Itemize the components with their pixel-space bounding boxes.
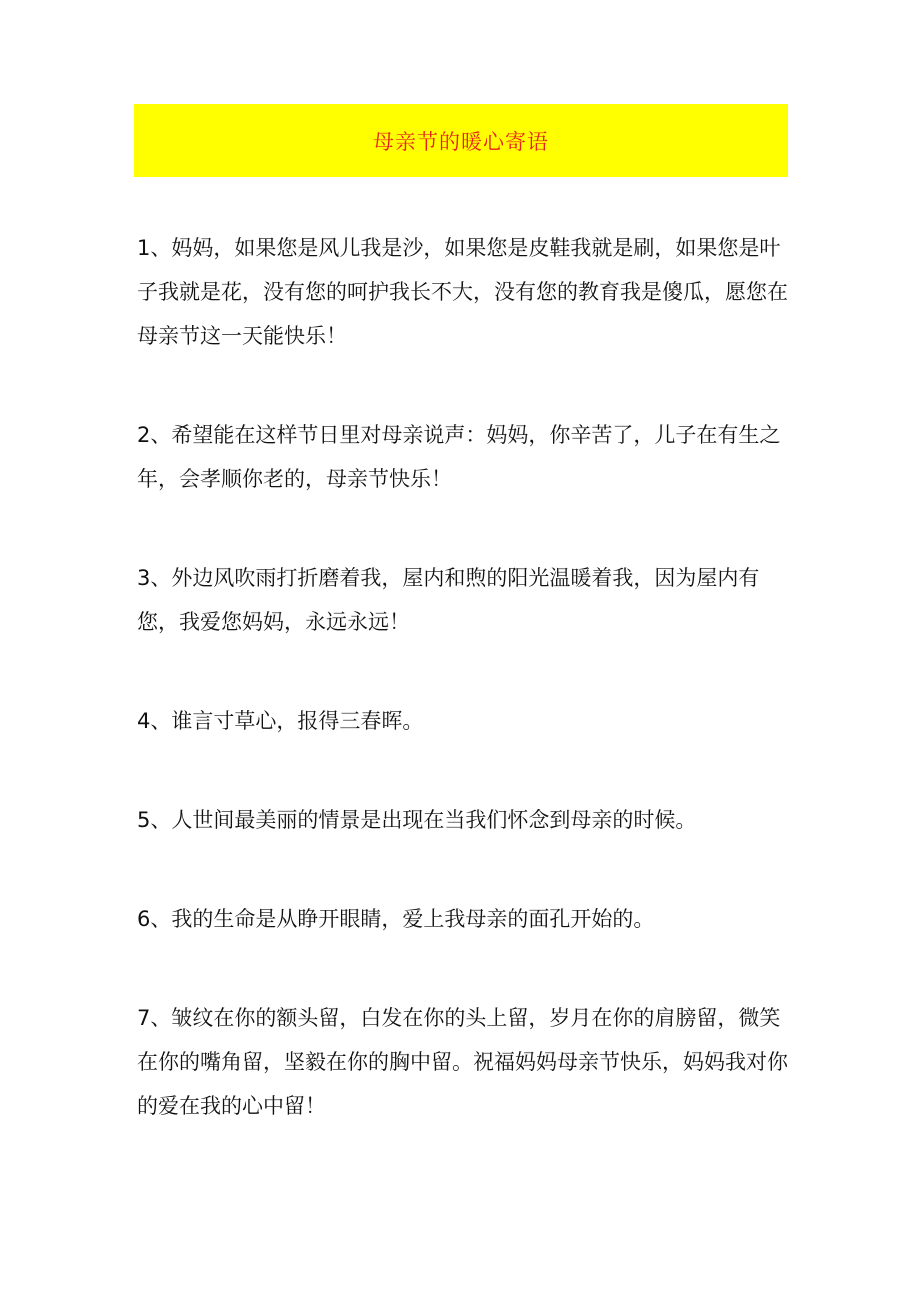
paragraph-5: 5、人世间最美丽的情景是出现在当我们怀念到母亲的时候。 — [137, 808, 697, 832]
paragraph-1: 1、妈妈，如果您是风儿我是沙，如果您是皮鞋我就是刷，如果您是叶子我就是花，没有您的呵护我长不大，没有您的教育我是傻瓜，愿您在母亲节这一天能快乐！ — [137, 236, 788, 348]
document-title: 母亲节的暖心寄语 — [373, 129, 549, 154]
title-banner — [134, 104, 788, 177]
paragraph-2: 2、希望能在这样节日里对母亲说声：妈妈，你辛苦了，儿子在有生之年，会孝顺你老的，母亲节快乐！ — [137, 423, 781, 491]
paragraph-6: 6、我的生命是从睁开眼睛，爱上我母亲的面孔开始的。 — [137, 907, 655, 931]
paragraph-3: 3、外边风吹雨打折磨着我，屋内和煦的阳光温暖着我，因为屋内有您，我爱您妈妈，永远永远！ — [137, 566, 760, 634]
paragraph-4: 4、谁言寸草心，报得三春晖。 — [137, 709, 424, 733]
document-body — [137, 226, 797, 1183]
paragraph-7: 7、皱纹在你的额头留，白发在你的头上留，岁月在你的肩膀留，微笑在你的嘴角留，坚毅在你的胸中留。祝福妈妈母亲节快乐，妈妈我对你的爱在我的心中留！ — [137, 1006, 788, 1118]
